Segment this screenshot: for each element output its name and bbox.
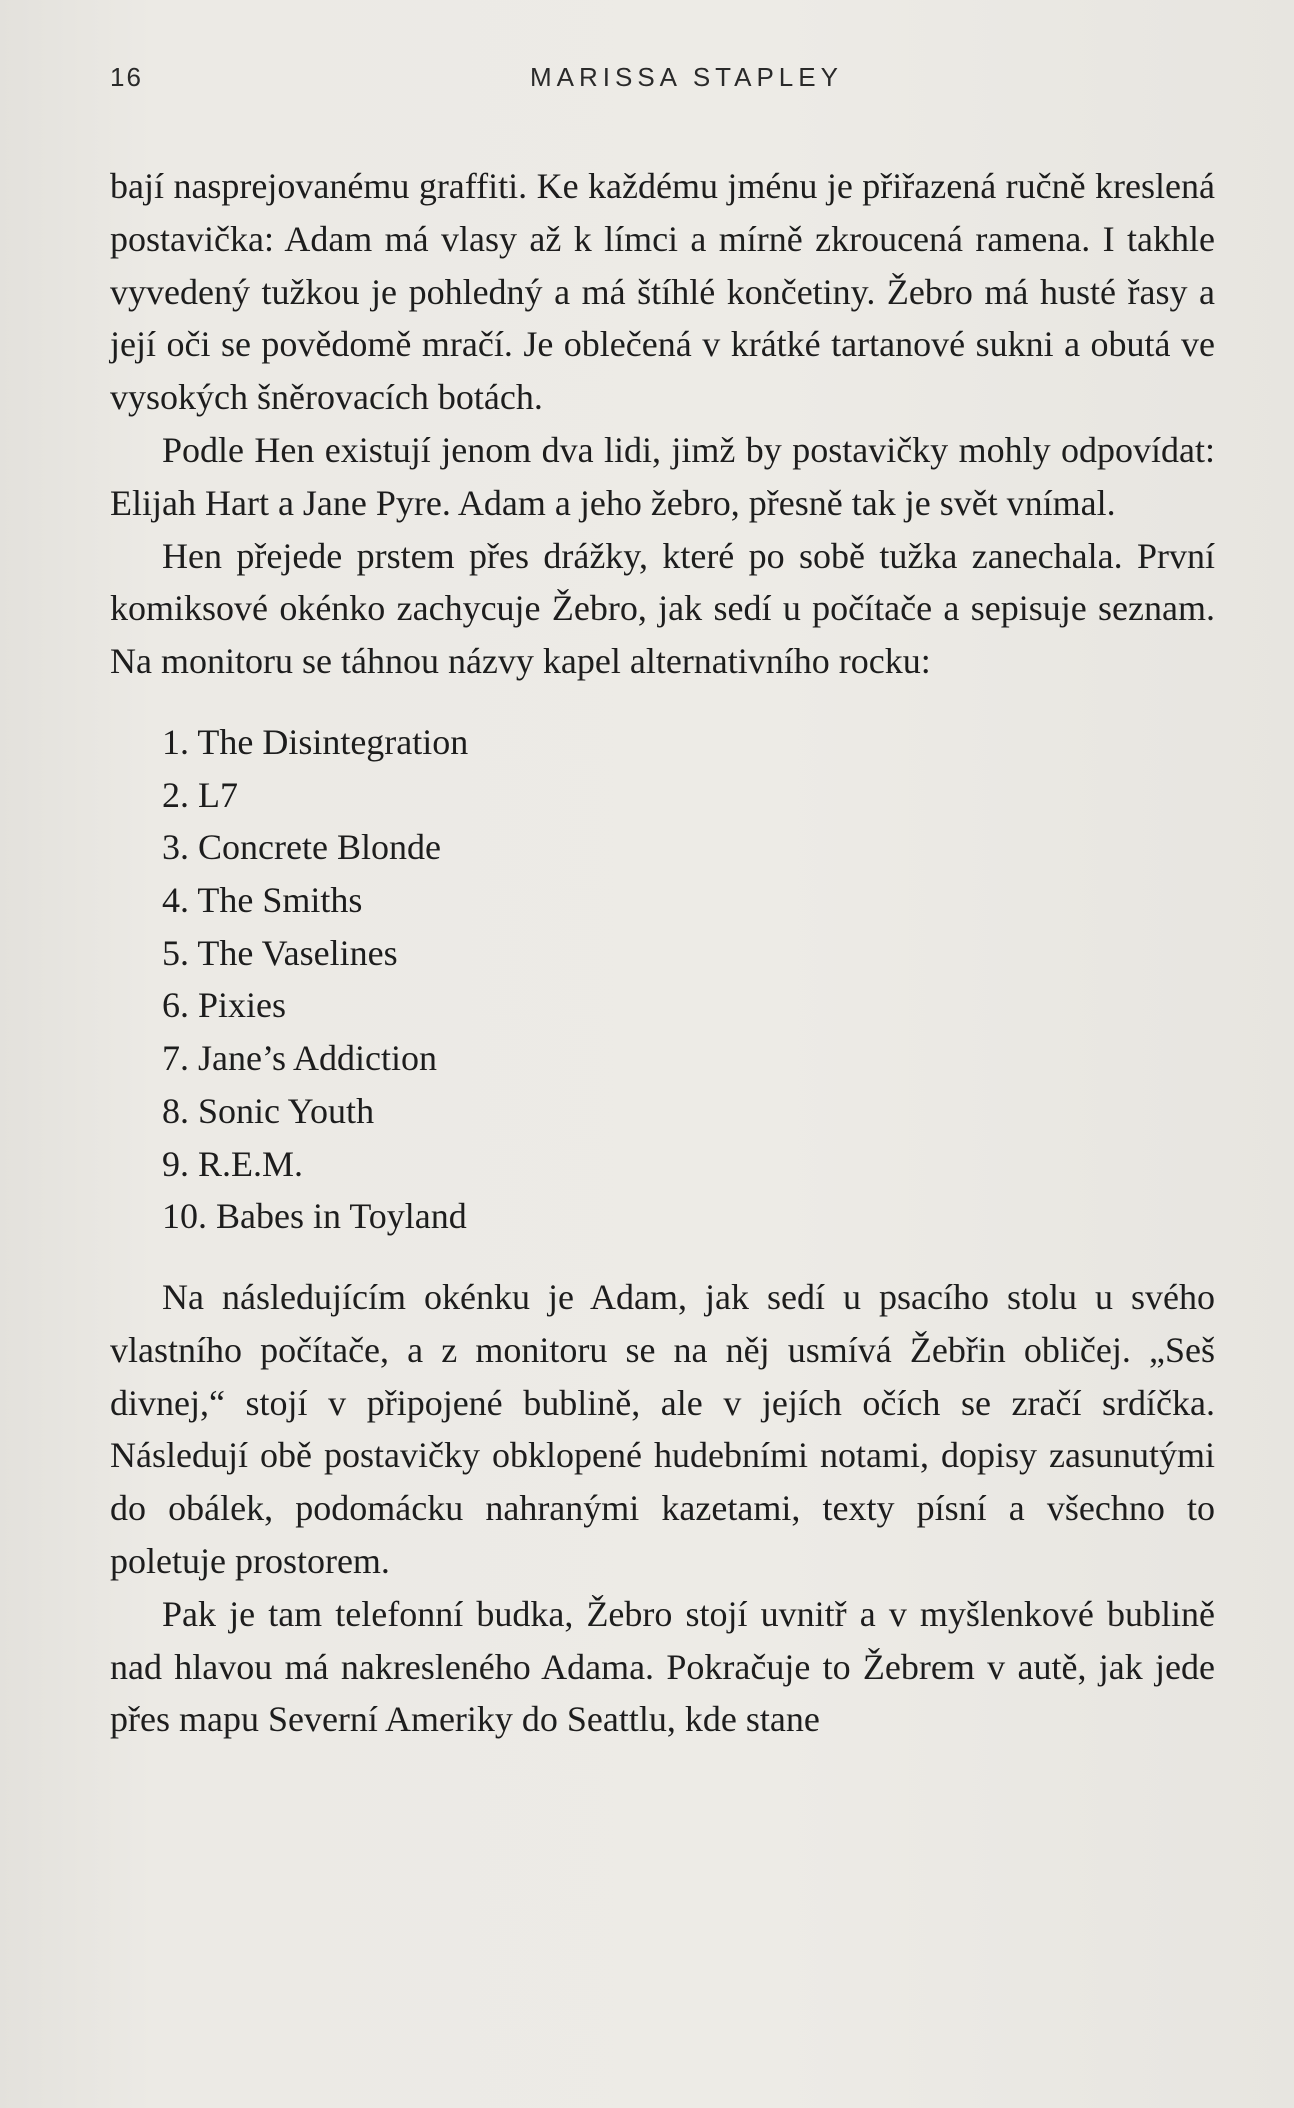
paragraph: Na následujícím okénku je Adam, jak sedí u psacího stolu u svého vlastního počítače, a z monitoru se na něj usmívá Žebřin obličej. „Seš divnej,“ stojí v připojené bublině, ale v jejích očích se zračí srdíčka. Následují obě postavičky obklopené hudebními notami, dopisy zasunutými do obálek, podomácku nahranými kazetami, texty písní a všechno to poletuje prostorem. [110, 1277, 1215, 1581]
running-head [110, 62, 1194, 102]
list-item: 8. Sonic Youth [162, 1090, 375, 1131]
paragraph: Pak je tam telefonní budka, Žebro stojí uvnitř a v myšlenkové bublině nad hlavou má nakresleného Adama. Pokračuje to Žebrem v autě, jak jede přes mapu Severní Ameriky do Seattlu, kde stane [110, 1593, 1215, 1740]
author-name: MARISSA STAPLEY [530, 62, 843, 92]
list-item: 5. The Vaselines [162, 932, 398, 973]
list-item: 4. The Smiths [162, 880, 363, 921]
band-list [162, 716, 1215, 1243]
body-text [110, 160, 1215, 1746]
list-item: 3. Concrete Blonde [162, 827, 441, 868]
list-item: 6. Pixies [162, 985, 287, 1026]
page-number: 16 [110, 62, 143, 92]
list-item: 7. Jane’s Addiction [162, 1038, 437, 1079]
list-item: 10. Babes in Toyland [162, 1196, 467, 1237]
paragraph: bají nasprejovanému graffiti. Ke každému jménu je přiřazená ručně kreslená postavička: Adam má vlasy až k límci a mírně zkroucená ramena. I takhle vyvedený tužkou je pohledný a má štíhlé končetiny. Žebro má husté řasy a její oči se povědomě mračí. Je oblečená v krátké tartanové sukni a obutá ve vysokých šněrovacích botách. [110, 166, 1215, 418]
list-item: 1. The Disintegration [162, 721, 469, 762]
list-item: 9. R.E.M. [162, 1143, 304, 1184]
list-item: 2. L7 [162, 774, 238, 815]
paragraph: Hen přejede prstem přes drážky, které po sobě tužka zanechala. První komiksové okénko zachycuje Žebro, jak sedí u počítače a sepisuje seznam. Na monitoru se táhnou názvy kapel alternativního rocku: [110, 535, 1215, 682]
paragraph: Podle Hen existují jenom dva lidi, jimž by postavičky mohly odpovídat: Elijah Hart a Jane Pyre. Adam a jeho žebro, přesně tak je svět vnímal. [110, 429, 1215, 523]
